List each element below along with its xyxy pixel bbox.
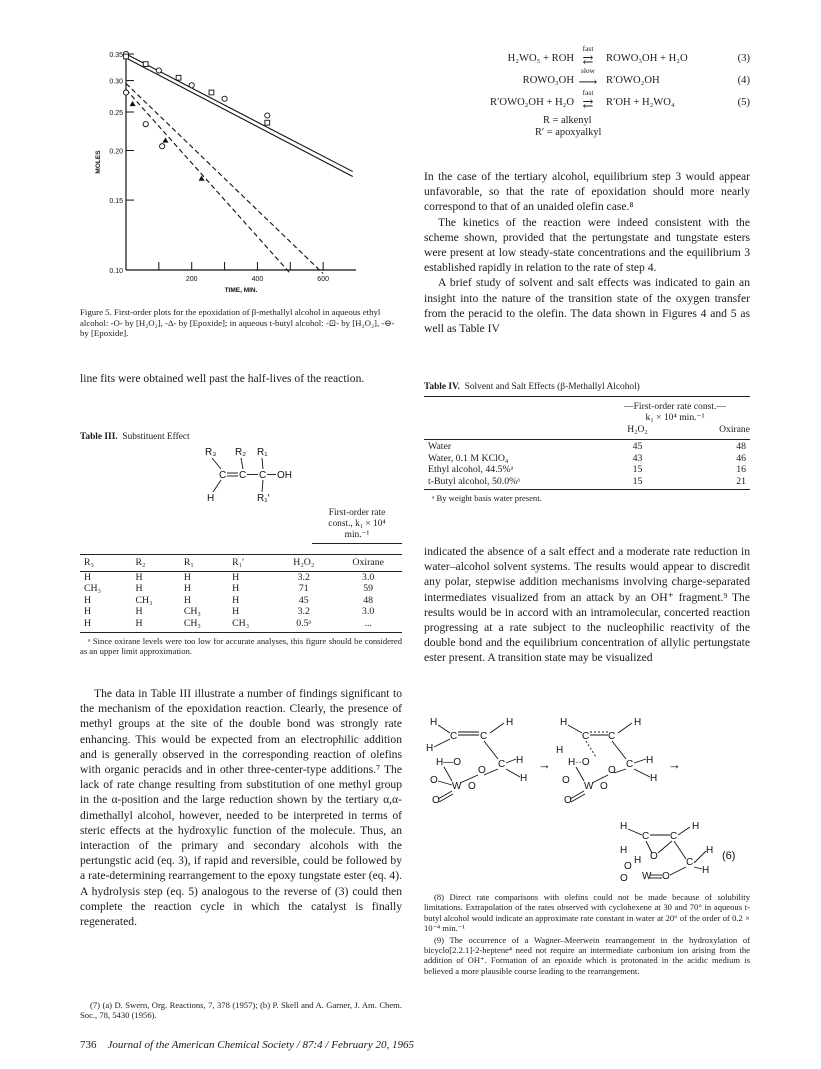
x-tick-label: 600 <box>317 276 329 283</box>
svg-text:C: C <box>642 831 650 842</box>
equation-number: (3) <box>737 53 750 64</box>
svg-text:C: C <box>259 470 267 481</box>
table-cell: 3.2 <box>273 571 334 583</box>
table-cell: 43 <box>632 452 643 464</box>
table-cell: 0.5ᵃ <box>296 617 312 629</box>
table-3-header-cell: R₁ <box>183 557 194 568</box>
table-cell: CH₃ <box>135 594 153 606</box>
table-cell: t-Butyl alcohol, 50.0%ᵃ <box>428 475 520 487</box>
equations <box>425 45 750 138</box>
svg-text:H—O: H—O <box>436 757 461 768</box>
point-epoxide-tbutyl <box>143 122 148 127</box>
table-cell: 21 <box>736 475 746 487</box>
svg-text:H: H <box>520 773 528 784</box>
table-cell: H <box>183 594 191 606</box>
table-row <box>80 606 402 618</box>
table-3-rate-header-1: First-order rate <box>328 508 386 518</box>
table-cell: 15 <box>632 475 643 487</box>
table-3-header-cell: Oxirane <box>352 557 384 568</box>
table-4-group-header: —First-order rate const.— <box>623 401 727 412</box>
equation-3 <box>425 45 750 67</box>
table-cell: Water <box>428 441 452 452</box>
right-paragraph-4: indicated the absence of a salt effect and a moderate rate reduction in water–alcohol solvent systems. The results would appear to discredit any polar, stepwise addition mechanisms involving charge-separated intermediates visualized from an attack by an OH⁺ fragment.⁹ The results would be in accord with an intramolecular, concerted reaction progressing at a rate subject to the nucleophilic reactivity of the double bond and the equilibrium concentration of allylic pertungstate ester present. A transition state may be visualized <box>424 545 750 665</box>
table-row <box>424 464 750 476</box>
table-cell: H <box>228 571 273 583</box>
table-row <box>424 476 750 488</box>
svg-text:O: O <box>600 781 608 792</box>
svg-text:C: C <box>626 759 634 770</box>
point-h2o2-tbutyl <box>265 120 270 125</box>
scheme-number: (6) <box>722 850 736 862</box>
left-paragraph-1: line fits were obtained well past the half-lives of the reaction. <box>80 372 365 385</box>
svg-text:H: H <box>650 773 658 784</box>
struct-r1: R₁ <box>257 447 268 458</box>
table-3-grid <box>80 556 402 630</box>
svg-text:H··O: H··O <box>568 757 590 768</box>
svg-text:H: H <box>560 717 568 728</box>
table-cell: H <box>183 583 191 595</box>
svg-text:C: C <box>219 470 227 481</box>
svg-text:O: O <box>430 775 438 786</box>
equation-lhs: H₂WO₅ + ROH <box>507 53 574 64</box>
y-tick-label: 0.15 <box>109 198 123 206</box>
figure-5-chart <box>80 40 400 302</box>
equation-lhs: ROWO₃OH <box>522 75 574 86</box>
table-3-footnote: ᵃ Since oxirane levels were too low for accurate analyses, this figure should be considered as an upper limit approximation. <box>80 635 402 656</box>
svg-text:O: O <box>432 795 440 806</box>
table-cell: H <box>232 583 240 595</box>
table-cell: 3.2 <box>297 606 310 618</box>
footnotes-right: (8) Direct rate comparisons with olefins could not be made because of solubility limitations. Extrapolation of the rates observed with cyclohexene at 30 and 70° in aqueous t-butyl alcohol would indicate an approximate rate constant in water at 20° of the order of 0.2 × 10⁻⁴ min.⁻¹ (9) The occurrence of a Wagner–Meerwein rearrangement in the hydroxylation of bicyclo[2.2.1]-2-heptene⁴ need not require an intermediate carbonium ion arising from the addition of OH⁺. Formation of an epoxide which is protonated in the acidic medium is believed a more plausible course leading to the rearrangement. <box>424 892 750 976</box>
svg-text:H: H <box>556 745 564 756</box>
equation-arrow: ⇄ <box>582 52 594 67</box>
equation-arrow: ⇄ <box>582 96 594 111</box>
table-cell: 45 <box>298 594 309 606</box>
svg-text:H: H <box>620 821 628 832</box>
right-paragraphs-top: In the case of the tertiary alcohol, equilibrium step 3 would appear unfavorable, so that the rate of epoxidation should more nearly correspond to that of an unaided olefin case.⁸ The kinetics of the reaction were indeed consistent with the scheme shown, provided that the pertungstate and tungstate esters were present at low steady-state concentrations and the equilibrium 3 established rapidly in relation to the rate of step 4. A brief study of solvent and salt effects was indicated to gain an insight into the nature of the transition state of the oxygen transfer from the peracid to the olefin. The data shown in Figures 4 and 5 as well as Table IV <box>424 170 750 336</box>
point-epoxide-tbutyl <box>160 144 165 149</box>
fit-line <box>126 83 323 273</box>
table-cell: CH₃ <box>84 583 102 595</box>
point-h2o2-ethyl <box>156 68 161 73</box>
table-3-caption: Table III. Substituent Effect <box>80 432 190 442</box>
table-cell: CH₃ <box>183 617 201 629</box>
svg-text:O: O <box>562 775 570 786</box>
svg-text:H: H <box>692 821 700 832</box>
table-cell: H <box>84 617 92 629</box>
equation-rhs: R′OH + H₂WO₄ <box>606 97 675 108</box>
svg-text:→: → <box>668 757 681 772</box>
x-tick-label: 400 <box>251 276 264 283</box>
y-tick-label: 0.25 <box>109 110 123 118</box>
table-cell: 3.0 <box>362 606 375 618</box>
svg-text:O: O <box>650 851 658 862</box>
struct-r3: R₃ <box>205 447 217 458</box>
table-row <box>424 441 750 453</box>
table-4-grid <box>424 441 750 487</box>
equation-rhs: ROWO₃OH + H₂O <box>606 53 688 64</box>
table-cell: Ethyl alcohol, 44.5%ᵃ <box>428 464 514 476</box>
table-4 <box>424 396 750 504</box>
point-h2o2-tbutyl <box>143 62 148 67</box>
equation-4 <box>425 67 750 89</box>
table-3-rate-header-2: const., k₁ × 10⁴ <box>328 519 386 529</box>
svg-text:O: O <box>662 871 670 882</box>
table-3 <box>80 508 402 656</box>
table-3-header-cell: R₂ <box>135 557 146 568</box>
x-axis-label: TIME, MIN. <box>224 287 258 294</box>
table-cell: 48 <box>736 441 746 452</box>
svg-text:H: H <box>646 755 654 766</box>
definition-r: R = alkenyl <box>543 115 592 126</box>
struct-r1p: R₁′ <box>257 493 270 504</box>
table-cell: 48 <box>363 594 374 606</box>
svg-text:H: H <box>430 717 438 728</box>
table-cell: H <box>135 617 143 629</box>
table-cell: H <box>135 583 143 595</box>
svg-text:O: O <box>620 873 628 883</box>
svg-text:→: → <box>538 757 551 772</box>
table-4-caption: Table IV. Solvent and Salt Effects (β-Methallyl Alcohol) <box>424 382 640 392</box>
struct-r2: R₂ <box>235 447 247 458</box>
table-cell: 16 <box>736 464 746 476</box>
table-cell: H <box>232 594 240 606</box>
svg-text:W: W <box>584 781 594 792</box>
table-3-structure <box>185 445 325 505</box>
y-axis-label: MOLES <box>95 150 102 174</box>
point-h2o2-ethyl <box>189 83 194 88</box>
table-3-rate-header-3: min.⁻¹ <box>344 530 370 540</box>
y-tick-label: 0.30 <box>109 78 123 86</box>
page-number: 736 <box>80 1039 97 1051</box>
svg-text:C: C <box>686 857 694 868</box>
equation-arrow: ⟶ <box>578 74 598 89</box>
equation-number: (5) <box>737 97 750 108</box>
svg-text:H: H <box>516 755 524 766</box>
table-3-header-cell: R₃ <box>84 557 94 568</box>
table-row <box>80 595 402 607</box>
figure-5 <box>80 40 400 310</box>
table-row <box>424 453 750 465</box>
svg-text:O: O <box>478 765 486 776</box>
table-row <box>80 618 402 630</box>
y-tick-label: 0.20 <box>109 148 123 156</box>
table-cell: CH₃ <box>183 606 201 618</box>
table-4-col-oxirane: Oxirane <box>719 424 750 435</box>
svg-text:O: O <box>468 781 476 792</box>
svg-text:W: W <box>452 781 462 792</box>
page-footer <box>80 1039 414 1051</box>
point-h2o2-tbutyl <box>176 75 181 80</box>
equation-condition: fast <box>582 88 594 97</box>
struct-oh: OH <box>277 470 292 481</box>
point-epoxide-ethyl <box>130 101 136 106</box>
table-cell: 45 <box>632 441 643 452</box>
svg-text:C: C <box>450 731 458 742</box>
table-cell: H <box>135 606 143 618</box>
table-cell: 3.0 <box>334 571 402 583</box>
table-cell: 46 <box>736 452 746 464</box>
svg-text:O: O <box>608 765 616 776</box>
y-tick-label: 0.35 <box>109 52 123 59</box>
svg-text:C: C <box>239 470 247 481</box>
table-cell: H <box>180 571 228 583</box>
table-cell: H <box>80 571 132 583</box>
svg-text:O: O <box>624 861 632 872</box>
table-3-header-cell: H₂O₂ <box>293 557 315 568</box>
point-h2o2-ethyl <box>265 113 270 118</box>
equation-rhs: R′OWO₂OH <box>606 75 660 86</box>
table-4-unit-header: k₁ × 10⁴ min.⁻¹ <box>645 412 705 423</box>
table-row <box>80 571 402 583</box>
svg-text:H: H <box>426 743 434 754</box>
equation-number: (4) <box>737 75 750 86</box>
equation-lhs: R′OWO₂OH + H₂O <box>490 97 574 108</box>
table-cell: H <box>84 606 92 618</box>
transition-state-scheme <box>424 713 750 883</box>
svg-text:C: C <box>608 731 616 742</box>
svg-text:H: H <box>506 717 514 728</box>
table-cell: 71 <box>298 583 309 595</box>
equation-condition: slow <box>580 66 596 75</box>
figure-5-caption: Figure 5. First-order plots for the epoxidation of β-methallyl alcohol in aqueous ethyl alcohol: -O- by [H₂O₂], -Δ- by [Epoxide]; in aqueous t-butyl alcohol: -⊡- by [H₂O₂], -⊖- by [Epoxide]. <box>80 307 395 339</box>
svg-text:C: C <box>480 731 488 742</box>
point-h2o2-tbutyl <box>209 90 214 95</box>
x-tick-label: 200 <box>185 276 198 283</box>
table-row <box>80 583 402 595</box>
svg-text:C: C <box>498 759 506 770</box>
svg-text:H: H <box>620 845 628 856</box>
svg-text:H: H <box>702 865 710 876</box>
fit-line <box>126 58 353 177</box>
definitions <box>425 115 750 138</box>
svg-text:H: H <box>706 845 714 856</box>
table-cell: H <box>132 571 180 583</box>
table-cell: Water, 0.1 M KClO₄ <box>428 452 509 464</box>
svg-text:H: H <box>634 717 642 728</box>
svg-text:C: C <box>582 731 590 742</box>
table-4-footnote: ᵃ By weight basis water present. <box>432 493 542 504</box>
table-cell: CH₃ <box>232 617 250 629</box>
left-paragraph-2: The data in Table III illustrate a number of findings significant to the mechanism of the epoxidation reaction. Clearly, the presence of methyl groups at the site of the double bond was strongly rate enhancing. This would be expected from an electrophilic addition and is generally observed in the corresponding reaction of olefins with organic peracids and in other three-center-type additions.⁷ The lack of rate change resulting from substitution of one methyl group in the α-position and the large reduction shown by the tertiary α,α-dimethallyl alcohol, however, needed to be interpreted in terms of steric effects at the hydroxylic function of the molecule. Thus, an interaction of the primary and secondary alcohols with the pertungstic acid (eq. 3), if rapid and reversible, could be followed by a rate-determining rearrangement to the epoxy tungstate ester (eq. 4). A hydrolysis step (eq. 5) analogous to the reverse of (3) could then complete the reaction cycle in which the catalyst is finally regenerated. <box>80 687 402 929</box>
table-cell: 15 <box>632 464 643 476</box>
svg-text:C: C <box>670 831 678 842</box>
point-epoxide-ethyl <box>162 137 168 142</box>
point-h2o2-tbutyl <box>124 54 129 59</box>
struct-h: H <box>207 493 215 504</box>
point-epoxide-tbutyl <box>123 90 128 95</box>
table-cell: ... <box>364 617 372 629</box>
point-h2o2-ethyl <box>222 96 227 101</box>
table-4-col-h2o2: H₂O₂ <box>627 424 648 435</box>
y-tick-label: 0.10 <box>109 268 123 275</box>
svg-text:O: O <box>564 795 572 806</box>
footnote-7: (7) (a) D. Swern, Org. Reactions, 7, 378 (1957); (b) P. Skell and A. Garner, J. Am. Chem. Soc., 78, 5430 (1956). <box>80 1000 402 1021</box>
table-cell: H <box>232 606 240 618</box>
svg-text:H: H <box>634 855 642 866</box>
table-3-header-cell: R₁′ <box>232 557 245 568</box>
definition-r-prime: R′ = apoxyalkyl <box>535 126 602 138</box>
journal-citation: Journal of the American Chemical Society / 87:4 / February 20, 1965 <box>107 1039 415 1051</box>
equation-5 <box>425 89 750 111</box>
svg-text:W: W <box>642 871 652 882</box>
table-cell: H <box>84 594 92 606</box>
table-cell: 59 <box>363 583 374 595</box>
equation-condition: fast <box>582 44 594 53</box>
